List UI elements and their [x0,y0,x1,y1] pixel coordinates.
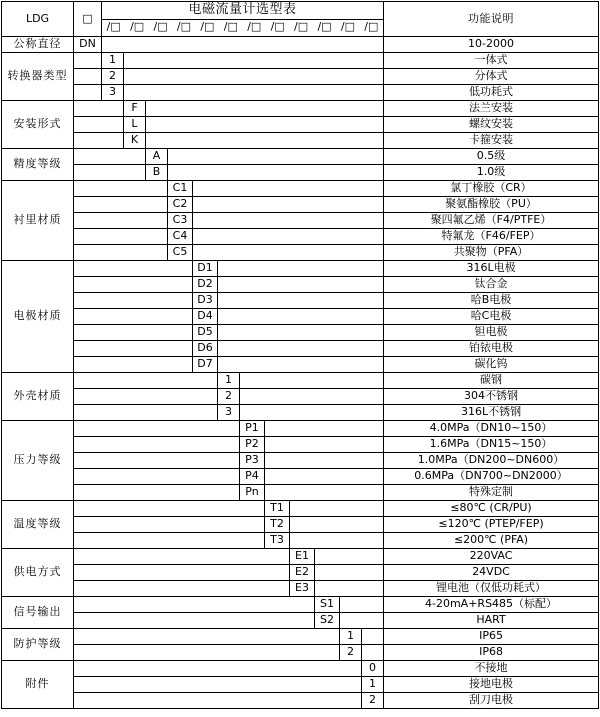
option-code-3-0: A [146,149,168,165]
spacer-left [74,277,193,293]
table-row [2,501,599,517]
option-description-12-1: 接地电极 [384,677,599,693]
table-row [2,661,599,677]
spacer-left [74,501,265,517]
option-code-4-2: C3 [168,213,193,229]
table-row [2,613,599,629]
spacer-left [74,85,102,101]
spacer-right [218,325,384,341]
spacer-left [74,309,193,325]
option-description-7-1: 1.6MPa（DN15~150） [384,437,599,453]
spacer-left [74,629,340,645]
option-code-3-1: B [146,165,168,181]
spacer-right [193,213,384,229]
option-code-5-5: D6 [193,341,218,357]
category-label-6: 外壳材质 [2,373,74,421]
option-code-2-2: K [124,133,146,149]
spacer-right [265,453,384,469]
spacer-right [265,485,384,501]
spacer-left [74,101,124,117]
spacer-right [240,373,384,389]
spacer-right [193,229,384,245]
spacer-right [193,197,384,213]
option-description-2-1: 螺纹安装 [384,117,599,133]
spacer-left [74,357,193,373]
option-description-12-0: 不接地 [384,661,599,677]
spacer-right [240,405,384,421]
spacer-right [168,149,384,165]
spacer-right [218,293,384,309]
spacer-left [74,677,362,693]
table-row [2,469,599,485]
option-code-0-0: DN [74,37,102,53]
option-code-5-2: D3 [193,293,218,309]
spacer-right [265,437,384,453]
table-row [2,261,599,277]
model-slash-box-10: /□ [317,20,332,34]
option-code-5-3: D4 [193,309,218,325]
option-description-12-2: 刮刀电极 [384,693,599,709]
spacer-left [74,261,193,277]
spacer-left [74,581,290,597]
option-description-11-1: IP68 [384,645,599,661]
table-body [2,2,599,709]
model-box-0: □ [74,2,102,37]
category-label-8: 温度等级 [2,501,74,549]
table-row [2,181,599,197]
option-code-9-2: E3 [290,581,315,597]
spacer-right [218,261,384,277]
option-description-3-0: 0.5级 [384,149,599,165]
model-slash-group-inner [102,2,383,36]
option-code-5-6: D7 [193,357,218,373]
table-row [2,597,599,613]
option-description-4-2: 聚四氟乙烯（F4/PTFE） [384,213,599,229]
spacer-right [265,421,384,437]
spacer-left [74,565,290,581]
spacer-right [193,181,384,197]
category-label-5: 电极材质 [2,261,74,373]
option-description-6-1: 304不锈钢 [384,389,599,405]
option-code-9-0: E1 [290,549,315,565]
option-description-5-2: 哈B电极 [384,293,599,309]
option-description-5-3: 哈C电极 [384,309,599,325]
spacer-left [74,533,265,549]
table-row [2,693,599,709]
spacer-left [74,165,146,181]
option-code-11-0: 1 [340,629,362,645]
table-row [2,485,599,501]
option-description-2-2: 卡箍安装 [384,133,599,149]
option-description-8-2: ≤200℃ (PFA) [384,533,599,549]
spacer-right [218,277,384,293]
table-row [2,85,599,101]
category-label-11: 防护等级 [2,629,74,661]
table-row [2,341,599,357]
spacer-right [124,85,384,101]
spacer-left [74,597,315,613]
spacer-right [102,37,384,53]
table-row [2,325,599,341]
option-description-2-0: 法兰安装 [384,101,599,117]
spacer-right [290,501,384,517]
model-slash-box-12: /□ [364,20,379,34]
spacer-right [290,517,384,533]
spacer-right [340,597,384,613]
spacer-left [74,117,124,133]
spacer-left [74,389,218,405]
model-slash-box-5: /□ [200,20,215,34]
table-row [2,149,599,165]
option-code-8-0: T1 [265,501,290,517]
spacer-left [74,421,240,437]
option-description-5-1: 钛合金 [384,277,599,293]
table-row [2,101,599,117]
spacer-left [74,613,315,629]
model-slash-box-11: /□ [340,20,355,34]
option-description-9-0: 220VAC [384,549,599,565]
option-description-4-4: 共聚物（PFA） [384,245,599,261]
spacer-right [315,565,384,581]
table-row [2,245,599,261]
spacer-left [74,245,168,261]
table-row [2,629,599,645]
spacer-left [74,469,240,485]
option-code-4-3: C4 [168,229,193,245]
model-slash-box-6: /□ [223,20,238,34]
option-description-10-0: 4-20mA+RS485（标配） [384,597,599,613]
spacer-right [315,581,384,597]
option-code-12-0: 0 [362,661,384,677]
option-code-11-1: 2 [340,645,362,661]
sheet-title: 电磁流量计选型表 [102,2,383,20]
table-row [2,533,599,549]
table-row [2,357,599,373]
option-description-7-0: 4.0MPa（DN10~150） [384,421,599,437]
spacer-right [218,357,384,373]
option-code-6-0: 1 [218,373,240,389]
category-label-12: 附件 [2,661,74,709]
spacer-right [240,389,384,405]
option-description-6-2: 316L不锈钢 [384,405,599,421]
model-slash-group [102,2,384,37]
option-description-5-0: 316L电极 [384,261,599,277]
model-slash-box-7: /□ [247,20,262,34]
category-label-3: 精度等级 [2,149,74,181]
spacer-left [74,549,290,565]
option-description-5-4: 钽电极 [384,325,599,341]
spacer-left [74,181,168,197]
spacer-left [74,437,240,453]
spacer-left [74,197,168,213]
option-description-1-2: 低功耗式 [384,85,599,101]
option-code-1-0: 1 [102,53,124,69]
spacer-left [74,213,168,229]
model-slash-box-9: /□ [294,20,309,34]
table-row [2,213,599,229]
table-row [2,165,599,181]
spacer-right [146,133,384,149]
category-label-1: 转换器类型 [2,53,74,101]
spacer-left [74,645,340,661]
table-row [2,197,599,213]
spacer-right [146,117,384,133]
table-row [2,581,599,597]
table-row [2,437,599,453]
function-description-header: 功能说明 [384,2,599,37]
model-slash-box-3: /□ [153,20,168,34]
option-code-1-1: 2 [102,69,124,85]
option-description-5-6: 碳化钨 [384,357,599,373]
model-slash-box-4: /□ [176,20,192,34]
option-code-2-0: F [124,101,146,117]
option-code-4-4: C5 [168,245,193,261]
spacer-right [265,469,384,485]
model-slash-box-1: /□ [106,20,121,34]
option-description-1-0: 一体式 [384,53,599,69]
option-description-6-0: 碳钢 [384,373,599,389]
option-code-7-0: P1 [240,421,265,437]
spacer-right [146,101,384,117]
table-row [2,517,599,533]
option-description-1-1: 分体式 [384,69,599,85]
spacer-right [362,645,384,661]
spacer-right [218,341,384,357]
category-label-10: 信号输出 [2,597,74,629]
option-code-10-1: S2 [315,613,340,629]
table-row [2,405,599,421]
option-description-4-1: 聚氨酯橡胶（PU） [384,197,599,213]
spacer-left [74,341,193,357]
option-code-6-1: 2 [218,389,240,405]
option-code-12-2: 2 [362,693,384,709]
option-description-7-4: 特殊定制 [384,485,599,501]
spacer-right [340,613,384,629]
table-row [2,133,599,149]
category-label-0: 公称直径 [2,37,74,53]
option-code-7-3: P4 [240,469,265,485]
option-description-4-0: 氯丁橡胶（CR） [384,181,599,197]
table-row [2,453,599,469]
selection-table-sheet [0,1,600,717]
option-description-8-1: ≤120℃ (PTEP/FEP) [384,517,599,533]
spacer-right [168,165,384,181]
spacer-left [74,149,146,165]
spacer-right [218,309,384,325]
model-slash-box-2: /□ [130,20,145,34]
option-code-5-0: D1 [193,261,218,277]
model-code-row [2,2,599,37]
option-code-10-0: S1 [315,597,340,613]
option-description-3-1: 1.0级 [384,165,599,181]
option-code-8-1: T2 [265,517,290,533]
option-code-4-0: C1 [168,181,193,197]
option-description-5-5: 铂铱电极 [384,341,599,357]
category-label-4: 衬里材质 [2,181,74,261]
option-code-7-1: P2 [240,437,265,453]
option-code-4-1: C2 [168,197,193,213]
option-description-7-3: 0.6MPa（DN700~DN2000） [384,469,599,485]
spacer-left [74,229,168,245]
table-row [2,645,599,661]
option-description-0-0: 10-2000 [384,37,599,53]
table-row [2,293,599,309]
option-description-4-3: 特氟龙（F46/FEP） [384,229,599,245]
option-description-9-1: 24VDC [384,565,599,581]
category-label-9: 供电方式 [2,549,74,597]
table-row [2,565,599,581]
option-code-5-4: D5 [193,325,218,341]
table-row [2,677,599,693]
table-row [2,117,599,133]
spacer-right [124,69,384,85]
option-code-9-1: E2 [290,565,315,581]
option-code-1-2: 3 [102,85,124,101]
option-description-8-0: ≤80℃ (CR/PU) [384,501,599,517]
option-description-10-1: HART [384,613,599,629]
category-label-2: 安装形式 [2,101,74,149]
spacer-left [74,69,102,85]
spacer-right [124,53,384,69]
table-row [2,37,599,53]
spacer-right [193,245,384,261]
model-slash-boxes [102,20,383,37]
table-row [2,277,599,293]
option-description-9-2: 锂电池（仅低功耗式） [384,581,599,597]
table-row [2,69,599,85]
option-code-12-1: 1 [362,677,384,693]
table-row [2,53,599,69]
spacer-left [74,661,362,677]
table-row [2,229,599,245]
option-code-8-2: T3 [265,533,290,549]
spacer-left [74,293,193,309]
table-row [2,373,599,389]
spacer-left [74,133,124,149]
option-code-5-1: D2 [193,277,218,293]
spacer-right [290,533,384,549]
spacer-right [362,629,384,645]
model-slash-box-8: /□ [270,20,285,34]
option-code-6-2: 3 [218,405,240,421]
table-row [2,421,599,437]
option-description-11-0: IP65 [384,629,599,645]
spacer-left [74,693,362,709]
spacer-left [74,485,240,501]
table-row [2,309,599,325]
option-code-2-1: L [124,117,146,133]
spacer-left [74,325,193,341]
model-prefix: LDG [2,2,74,37]
spacer-right [315,549,384,565]
spacer-left [74,453,240,469]
spacer-left [74,53,102,69]
spacer-left [74,373,218,389]
category-label-7: 压力等级 [2,421,74,501]
option-code-7-2: P3 [240,453,265,469]
option-description-7-2: 1.0MPa（DN200~DN600） [384,453,599,469]
table-row [2,389,599,405]
spacer-left [74,405,218,421]
option-code-7-4: Pn [240,485,265,501]
model-selection-table [1,1,599,709]
table-row [2,549,599,565]
spacer-left [74,517,265,533]
